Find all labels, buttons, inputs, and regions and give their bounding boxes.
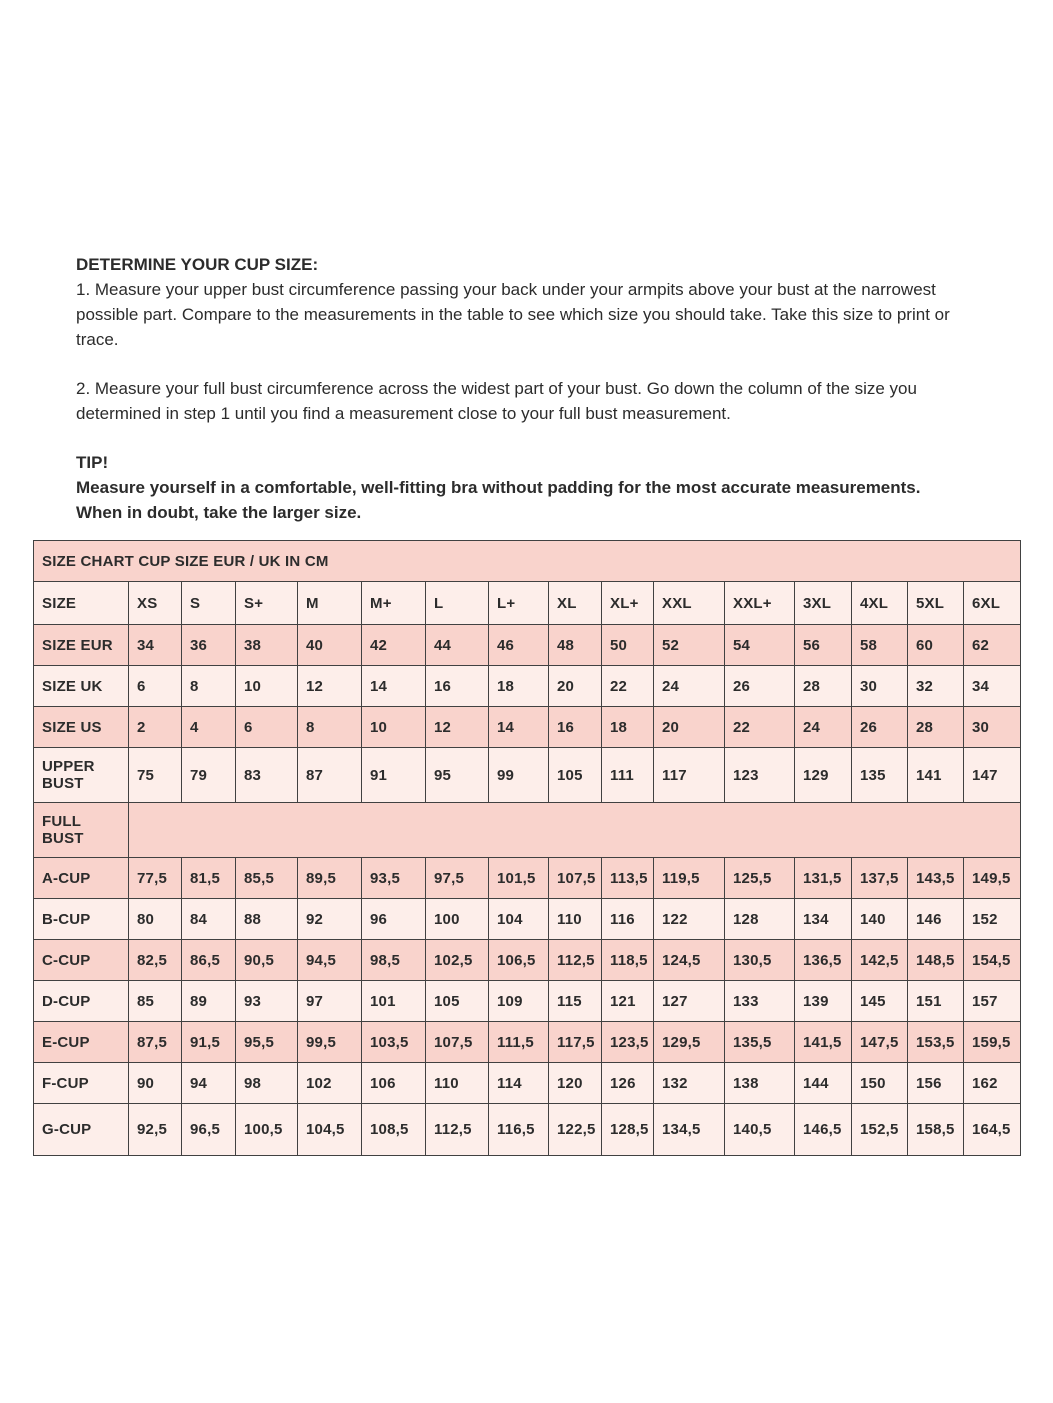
table-row [34,707,1021,748]
measurement-cell: 135 [852,748,908,803]
measurement-cell: 100,5 [236,1104,298,1156]
measurement-cell: 122 [654,899,725,940]
measurement-cell: 156 [908,1063,964,1104]
row-label: C-CUP [34,940,129,981]
measurement-cell: 147 [964,748,1021,803]
measurement-cell: 152,5 [852,1104,908,1156]
measurement-cell: 34 [964,666,1021,707]
measurement-cell: 110 [426,1063,489,1104]
measurement-cell: 116 [602,899,654,940]
measurement-cell: 14 [362,666,426,707]
measurement-cell: 140 [852,899,908,940]
measurement-cell: 92,5 [129,1104,182,1156]
measurement-cell: 12 [426,707,489,748]
measurement-cell: 14 [489,707,549,748]
measurement-cell: 146 [908,899,964,940]
table-row [34,981,1021,1022]
measurement-cell: 94,5 [298,940,362,981]
measurement-cell: 105 [549,748,602,803]
table-row [34,1022,1021,1063]
measurement-cell: 126 [602,1063,654,1104]
measurement-cell: 130,5 [725,940,795,981]
measurement-cell: 133 [725,981,795,1022]
measurement-cell: 148,5 [908,940,964,981]
measurement-cell: 24 [654,666,725,707]
measurement-cell: 99 [489,748,549,803]
measurement-cell: 117,5 [549,1022,602,1063]
measurement-cell: 34 [129,625,182,666]
measurement-cell: 84 [182,899,236,940]
measurement-cell: 157 [964,981,1021,1022]
size-column-header: 6XL [964,582,1021,625]
measurement-cell: 8 [182,666,236,707]
measurement-cell: 93,5 [362,858,426,899]
measurement-cell: 77,5 [129,858,182,899]
measurement-cell: 54 [725,625,795,666]
measurement-cell: 85,5 [236,858,298,899]
measurement-cell: 159,5 [964,1022,1021,1063]
measurement-cell: 20 [654,707,725,748]
measurement-cell: 97,5 [426,858,489,899]
measurement-cell: 22 [602,666,654,707]
measurement-cell: 105 [426,981,489,1022]
measurement-cell: 16 [549,707,602,748]
tip-heading: TIP! [76,453,109,472]
size-column-header: XXL+ [725,582,795,625]
measurement-cell: 164,5 [964,1104,1021,1156]
measurement-cell: 147,5 [852,1022,908,1063]
measurement-cell: 143,5 [908,858,964,899]
measurement-cell: 129 [795,748,852,803]
measurement-cell: 46 [489,625,549,666]
measurement-cell: 24 [795,707,852,748]
measurement-cell: 16 [426,666,489,707]
measurement-cell: 111 [602,748,654,803]
size-column-header: S+ [236,582,298,625]
measurement-cell: 50 [602,625,654,666]
row-label: UPPER BUST [34,748,129,803]
row-label: G-CUP [34,1104,129,1156]
measurement-cell: 94 [182,1063,236,1104]
measurement-cell: 135,5 [725,1022,795,1063]
size-column-header: 5XL [908,582,964,625]
measurement-cell: 134 [795,899,852,940]
measurement-cell: 106 [362,1063,426,1104]
spacer [76,426,962,450]
measurement-cell: 98 [236,1063,298,1104]
measurement-cell: 149,5 [964,858,1021,899]
measurement-cell: 112,5 [549,940,602,981]
measurement-cell: 26 [725,666,795,707]
size-column-header: 4XL [852,582,908,625]
table-row [34,858,1021,899]
measurement-cell: 60 [908,625,964,666]
row-label: D-CUP [34,981,129,1022]
size-column-header: S [182,582,236,625]
measurement-cell: 83 [236,748,298,803]
measurement-cell: 44 [426,625,489,666]
instructions-heading: DETERMINE YOUR CUP SIZE: [76,255,319,274]
measurement-cell: 144 [795,1063,852,1104]
measurement-cell: 107,5 [426,1022,489,1063]
measurement-cell: 26 [852,707,908,748]
size-chart-body [34,582,1021,1156]
measurement-cell: 36 [182,625,236,666]
measurement-cell: 89,5 [298,858,362,899]
row-label: SIZE EUR [34,625,129,666]
measurement-cell: 95 [426,748,489,803]
measurement-cell: 10 [362,707,426,748]
measurement-cell: 122,5 [549,1104,602,1156]
measurement-cell: 22 [725,707,795,748]
measurement-cell: 42 [362,625,426,666]
table-row [34,748,1021,803]
measurement-cell: 103,5 [362,1022,426,1063]
size-column-header: 3XL [795,582,852,625]
measurement-cell: 86,5 [182,940,236,981]
size-column-header: XL+ [602,582,654,625]
instructions-step2: 2. Measure your full bust circumference across the widest part of your bust. Go down the column of the size you determined in step 1 until you find a measurement close to your full bust measurement. [76,379,917,423]
measurement-cell: 154,5 [964,940,1021,981]
measurement-cell: 140,5 [725,1104,795,1156]
measurement-cell: 123 [725,748,795,803]
measurement-cell: 119,5 [654,858,725,899]
table-row [34,666,1021,707]
size-column-header: XL [549,582,602,625]
size-column-header: M [298,582,362,625]
measurement-cell: 123,5 [602,1022,654,1063]
measurement-cell: 101,5 [489,858,549,899]
measurement-cell: 79 [182,748,236,803]
measurement-cell: 117 [654,748,725,803]
measurement-cell: 96,5 [182,1104,236,1156]
measurement-cell: 56 [795,625,852,666]
measurement-cell: 4 [182,707,236,748]
measurement-cell: 115 [549,981,602,1022]
measurement-cell: 113,5 [602,858,654,899]
measurement-cell: 10 [236,666,298,707]
measurement-cell: 136,5 [795,940,852,981]
spacer [76,352,962,376]
full-bust-merged-cell [129,803,1021,858]
size-header-row [34,582,1021,625]
measurement-cell: 120 [549,1063,602,1104]
measurement-cell: 91,5 [182,1022,236,1063]
measurement-cell: 52 [654,625,725,666]
size-column-header: M+ [362,582,426,625]
row-label: B-CUP [34,899,129,940]
measurement-cell: 109 [489,981,549,1022]
table-row [34,1104,1021,1156]
measurement-cell: 121 [602,981,654,1022]
measurement-cell: 139 [795,981,852,1022]
measurement-cell: 138 [725,1063,795,1104]
measurement-cell: 108,5 [362,1104,426,1156]
measurement-cell: 90,5 [236,940,298,981]
instructions-step1: 1. Measure your upper bust circumference passing your back under your armpits above your bust at the narrowest possible part. Compare to the measurements in the table to see which size you should take. Take this size to print or trace. [76,280,950,349]
measurement-cell: 142,5 [852,940,908,981]
measurement-cell: 12 [298,666,362,707]
measurement-cell: 97 [298,981,362,1022]
size-column-header: L [426,582,489,625]
table-title-row [34,541,1021,582]
measurement-cell: 95,5 [236,1022,298,1063]
measurement-cell: 104,5 [298,1104,362,1156]
measurement-cell: 137,5 [852,858,908,899]
measurement-cell: 28 [795,666,852,707]
measurement-cell: 114 [489,1063,549,1104]
measurement-cell: 146,5 [795,1104,852,1156]
measurement-cell: 134,5 [654,1104,725,1156]
row-label: A-CUP [34,858,129,899]
size-column-header: L+ [489,582,549,625]
measurement-cell: 141 [908,748,964,803]
measurement-cell: 6 [129,666,182,707]
table-title: SIZE CHART CUP SIZE EUR / UK IN CM [34,541,1021,582]
measurement-cell: 151 [908,981,964,1022]
measurement-cell: 150 [852,1063,908,1104]
measurement-cell: 112,5 [426,1104,489,1156]
measurement-cell: 87 [298,748,362,803]
measurement-cell: 124,5 [654,940,725,981]
measurement-cell: 102,5 [426,940,489,981]
measurement-cell: 85 [129,981,182,1022]
measurement-cell: 107,5 [549,858,602,899]
measurement-cell: 99,5 [298,1022,362,1063]
size-chart-table [33,540,1021,1156]
measurement-cell: 82,5 [129,940,182,981]
measurement-cell: 93 [236,981,298,1022]
instructions-block [76,252,962,525]
measurement-cell: 28 [908,707,964,748]
measurement-cell: 125,5 [725,858,795,899]
measurement-cell: 141,5 [795,1022,852,1063]
measurement-cell: 116,5 [489,1104,549,1156]
measurement-cell: 90 [129,1063,182,1104]
measurement-cell: 88 [236,899,298,940]
measurement-cell: 75 [129,748,182,803]
row-label: FULL BUST [34,803,129,858]
measurement-cell: 2 [129,707,182,748]
measurement-cell: 62 [964,625,1021,666]
measurement-cell: 96 [362,899,426,940]
measurement-cell: 6 [236,707,298,748]
measurement-cell: 104 [489,899,549,940]
measurement-cell: 40 [298,625,362,666]
measurement-cell: 18 [489,666,549,707]
table-row [34,803,1021,858]
measurement-cell: 145 [852,981,908,1022]
size-column-header: XXL [654,582,725,625]
measurement-cell: 118,5 [602,940,654,981]
measurement-cell: 128 [725,899,795,940]
row-label: F-CUP [34,1063,129,1104]
measurement-cell: 20 [549,666,602,707]
measurement-cell: 80 [129,899,182,940]
row-label: SIZE UK [34,666,129,707]
measurement-cell: 87,5 [129,1022,182,1063]
measurement-cell: 158,5 [908,1104,964,1156]
table-row [34,625,1021,666]
measurement-cell: 18 [602,707,654,748]
measurement-cell: 106,5 [489,940,549,981]
measurement-cell: 162 [964,1063,1021,1104]
measurement-cell: 38 [236,625,298,666]
measurement-cell: 91 [362,748,426,803]
measurement-cell: 92 [298,899,362,940]
measurement-cell: 128,5 [602,1104,654,1156]
row-label: E-CUP [34,1022,129,1063]
measurement-cell: 111,5 [489,1022,549,1063]
table-row [34,940,1021,981]
measurement-cell: 81,5 [182,858,236,899]
measurement-cell: 102 [298,1063,362,1104]
measurement-cell: 127 [654,981,725,1022]
measurement-cell: 98,5 [362,940,426,981]
measurement-cell: 100 [426,899,489,940]
measurement-cell: 8 [298,707,362,748]
tip-body: Measure yourself in a comfortable, well-fitting bra without padding for the most accurate measurements. When in doubt, take the larger size. [76,478,921,522]
table-row [34,1063,1021,1104]
size-header-label: SIZE [34,582,129,625]
measurement-cell: 32 [908,666,964,707]
measurement-cell: 129,5 [654,1022,725,1063]
measurement-cell: 110 [549,899,602,940]
measurement-cell: 132 [654,1063,725,1104]
measurement-cell: 153,5 [908,1022,964,1063]
row-label: SIZE US [34,707,129,748]
measurement-cell: 30 [964,707,1021,748]
measurement-cell: 48 [549,625,602,666]
measurement-cell: 89 [182,981,236,1022]
measurement-cell: 152 [964,899,1021,940]
measurement-cell: 101 [362,981,426,1022]
measurement-cell: 131,5 [795,858,852,899]
table-row [34,899,1021,940]
measurement-cell: 58 [852,625,908,666]
size-column-header: XS [129,582,182,625]
measurement-cell: 30 [852,666,908,707]
